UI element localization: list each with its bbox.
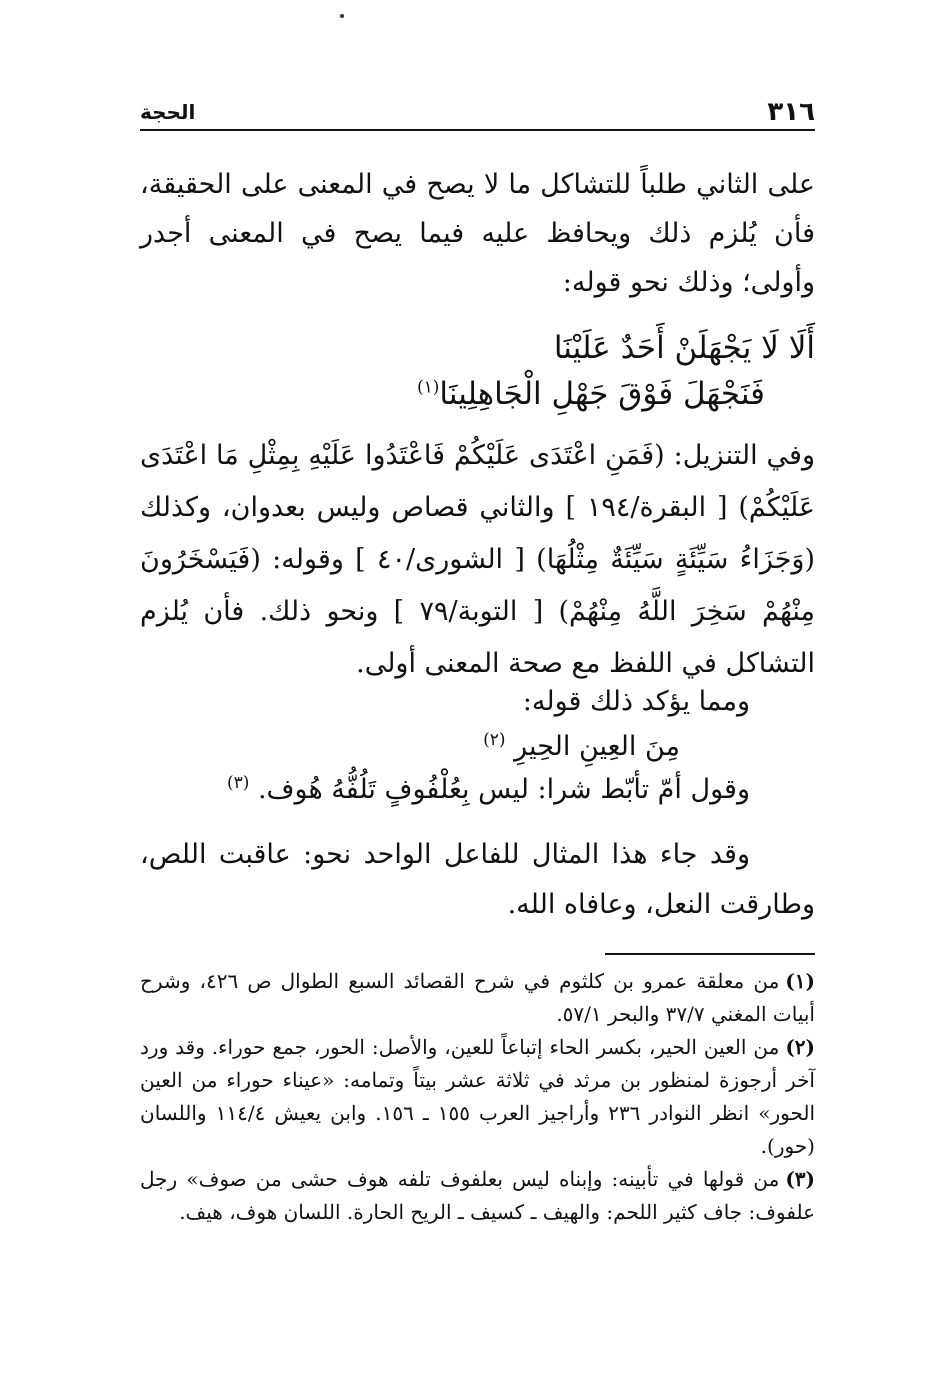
paragraph-2: [140, 430, 815, 690]
footnote-ref-1: (١): [416, 377, 440, 398]
page-header: [140, 95, 815, 131]
footnote-separator: [605, 953, 815, 955]
scan-speck: [340, 14, 344, 18]
footnote-2-text: من العين الحير، بكسر الحاء إتباعاً للعين، والأصل: الحور، جمع حوراء. وقد ورد آخر أرجوزة لمنظور بن مرثد في ثلاثة عشر بيتاً وتمامه: «عيناء حوراء من العين الحور» انظر النوادر ٢٣٦ وأراجيز العرب ١٥٥ ـ ١٥٦. وابن يعيش ١١٤/٤ واللسان (حور).: [140, 1035, 816, 1158]
paragraph-3: [140, 830, 815, 930]
footnote-2: [140, 1031, 815, 1163]
footnote-1-number: (١): [785, 969, 815, 993]
page-number: ٣١٦: [767, 97, 815, 127]
running-title: الحجة: [140, 100, 196, 124]
verse-line-2-text: فَنَجْهَلَ فَوْقَ جَهْلِ الْجَاهِلِينَا: [439, 376, 765, 412]
quote-line-1-text: مِنَ العِينِ الحِيرِ: [514, 731, 680, 762]
footnote-ref-3: (٣): [226, 773, 250, 793]
verse-line-2: [417, 372, 765, 416]
footnote-1-text: من معلقة عمرو بن كلثوم في شرح القصائد السبع الطوال ص ٤٢٦، وشرح أبيات المغني ٣٧/٧ والبحر ٥٧/١.: [140, 969, 815, 1026]
paragraph-1-text: على الثاني طلباً للتشاكل ما لا يصح في المعنى على الحقيقة، فأن يُلزم ذلك ويحافظ عليه فيما يصح في المعنى أجدر وأولى؛ وذلك نحو قوله:: [140, 169, 815, 298]
paragraph-3-text: وقد جاء هذا المثال للفاعل الواحد نحو: عاقبت اللص، وطارقت النعل، وعافاه الله.: [140, 839, 815, 920]
footnote-3: [140, 1163, 815, 1229]
quote-line-2-text: وقول أمّ تأبّط شرا: ليس بِعُلْفُوفٍ تَلُفُّهُ هُوف.: [257, 774, 750, 805]
footnote-3-text: من قولها في تأبينه: وإبناه ليس بعلفوف تلفه هوف حشى من صوف» رجل علفوف: جاف كثير اللحم: والهيف ـ كسيف ـ الريح الحارة. اللسان هوف، هيف.: [140, 1167, 815, 1224]
paragraph-1: [140, 160, 815, 307]
quote-line-2: [227, 768, 750, 812]
verse-line-1: [554, 326, 815, 370]
footnote-1: [140, 965, 815, 1031]
footnote-ref-2: (٢): [483, 730, 506, 750]
footnote-2-number: (٢): [785, 1035, 815, 1059]
footnotes: [140, 965, 815, 1229]
intro-line: ومما يؤكد ذلك قوله:: [522, 686, 750, 717]
quote-line-1: [483, 725, 680, 769]
verse-line-1-text: أَلَا لَا يَجْهَلَنْ أَحَدٌ عَلَيْنَا: [553, 330, 815, 366]
footnote-3-number: (٣): [785, 1167, 815, 1191]
paragraph-2-text: وفي التنزيل: (فَمَنِ اعْتَدَى عَلَيْكُمْ فَاعْتَدُوا عَلَيْهِ بِمِثْلِ مَا اعْتَدَى عَلَيْكُمْ) [ البقرة/١٩٤ ] والثاني قصاص وليس بعدوان، وكذلك (وَجَزَاءُ سَيِّئَةٍ سَيِّئَةٌ مِثْلُهَا) [ الشورى/٤٠ ] وقوله: (فَيَسْخَرُونَ مِنْهُمْ سَخِرَ اللَّهُ مِنْهُمْ) [ التوبة/٧٩ ] ونحو ذلك. فأن يُلزم التشاكل في اللفظ مع صحة المعنى أولى.: [140, 440, 816, 679]
